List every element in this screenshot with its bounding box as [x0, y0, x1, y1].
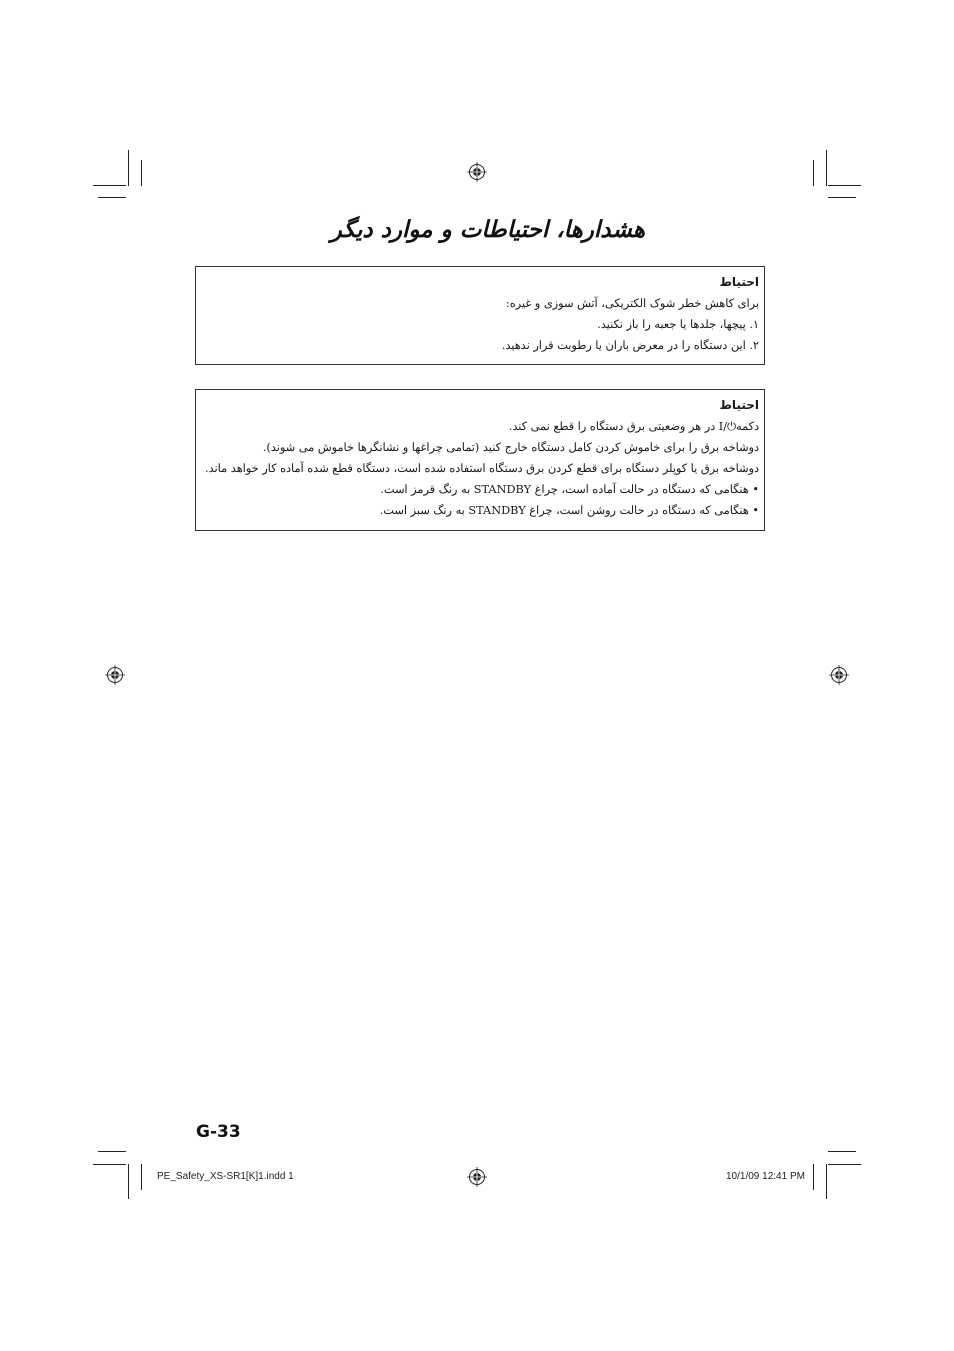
caution-line: دوشاخه برق را برای خاموش کردن کامل دستگاه خارج کنید (تمامی چراغها و نشانگرها خاموش می شوند). [262, 441, 759, 454]
caution-line: ۲. این دستگاه را در معرض باران یا رطوبت قرار ندهید. [501, 339, 759, 352]
caution-line: ۱. پیچها، جلدها یا جعبه را باز نکنید. [597, 318, 759, 331]
slug-filename: PE_Safety_XS-SR1[K]1.indd 1 [157, 1171, 294, 1182]
caution-line: دوشاخه برق یا کوپلر دستگاه برای قطع کردن برق دستگاه استفاده شده است، دستگاه قطع شده آماده کار خواهد ماند. [205, 462, 759, 475]
registration-mark-icon [467, 1167, 487, 1187]
caution-heading: احتیاط [719, 275, 759, 289]
registration-mark-icon [105, 665, 125, 685]
caution-line: دکمه⏻/I در هر وضعیتی برق دستگاه را قطع نمی کند. [508, 420, 759, 433]
registration-mark-icon [829, 665, 849, 685]
slug-datetime: 10/1/09 12:41 PM [726, 1171, 805, 1182]
page-title: هشدارها، احتیاطات و موارد دیگر [330, 217, 645, 243]
caution-line: • هنگامی که دستگاه در حالت آماده است، چراغ STANDBY به رنگ قرمز است. [380, 483, 759, 496]
caution-box-shock [195, 266, 765, 365]
caution-line: • هنگامی که دستگاه در حالت روشن است، چراغ STANDBY به رنگ سبز است. [379, 504, 759, 517]
caution-heading: احتیاط [719, 398, 759, 412]
page-number: G-33 [196, 1122, 241, 1142]
caution-box-power [195, 389, 765, 531]
caution-line: برای کاهش خطر شوک الکتریکی، آتش سوزی و غیره: [505, 297, 759, 310]
registration-mark-icon [467, 162, 487, 182]
